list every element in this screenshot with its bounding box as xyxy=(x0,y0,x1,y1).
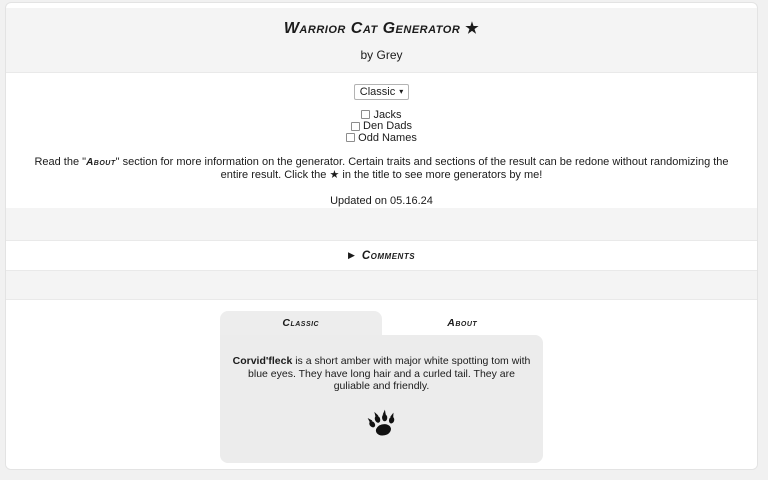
expand-arrow-icon: ▶ xyxy=(347,250,355,260)
mode-select[interactable] xyxy=(354,84,409,100)
page-title-text: Warrior Cat Generator xyxy=(283,20,461,37)
divider-band xyxy=(6,270,757,300)
info-text-before: Read the " xyxy=(34,155,87,168)
more-generators-star-icon[interactable]: ★ xyxy=(465,20,480,37)
cat-name[interactable]: Corvid'fleck xyxy=(232,355,293,367)
comments-label: Comments xyxy=(361,249,416,262)
generator-frame xyxy=(5,2,758,470)
checkbox-row-odd-names[interactable] xyxy=(6,132,757,144)
chevron-down-icon: ▾ xyxy=(399,87,404,96)
checkbox-row-jacks[interactable] xyxy=(6,109,757,121)
byline: by Grey xyxy=(360,48,403,62)
controls-section xyxy=(6,73,757,208)
tab-classic[interactable]: Classic xyxy=(220,311,382,335)
den-dads-checkbox-label: Den Dads xyxy=(363,120,412,133)
jacks-checkbox[interactable] xyxy=(361,110,370,119)
divider-band xyxy=(6,208,757,241)
jacks-checkbox-label: Jacks xyxy=(373,108,402,121)
info-text xyxy=(14,156,750,182)
tab-bar xyxy=(220,311,543,335)
result-section xyxy=(6,300,757,469)
tab-about[interactable]: About xyxy=(447,317,478,329)
comments-toggle[interactable] xyxy=(6,241,757,270)
info-about-word: About xyxy=(86,156,116,168)
header xyxy=(6,8,757,73)
odd-names-checkbox-label: Odd Names xyxy=(358,131,417,144)
den-dads-checkbox[interactable] xyxy=(351,122,360,131)
cat-description: is a short amber with major white spotting tom with blue eyes. They have long hair and a curled tail. They are guliable and friendly. xyxy=(248,355,531,392)
mode-select-value: Classic xyxy=(359,86,396,98)
page-title xyxy=(6,8,757,38)
paw-print-icon[interactable] xyxy=(366,409,398,439)
result-text xyxy=(232,355,532,393)
checkbox-row-den-dads[interactable] xyxy=(6,121,757,133)
info-text-after: " section for more information on the generator. Certain traits and sections of the result can be redone without randomizing the entire result. Click the ★ in the title to see more generators by me! xyxy=(115,155,729,181)
result-card xyxy=(220,335,543,463)
updated-date: Updated on 05.16.24 xyxy=(330,194,433,207)
checkbox-group xyxy=(6,109,757,144)
odd-names-checkbox[interactable] xyxy=(346,133,355,142)
